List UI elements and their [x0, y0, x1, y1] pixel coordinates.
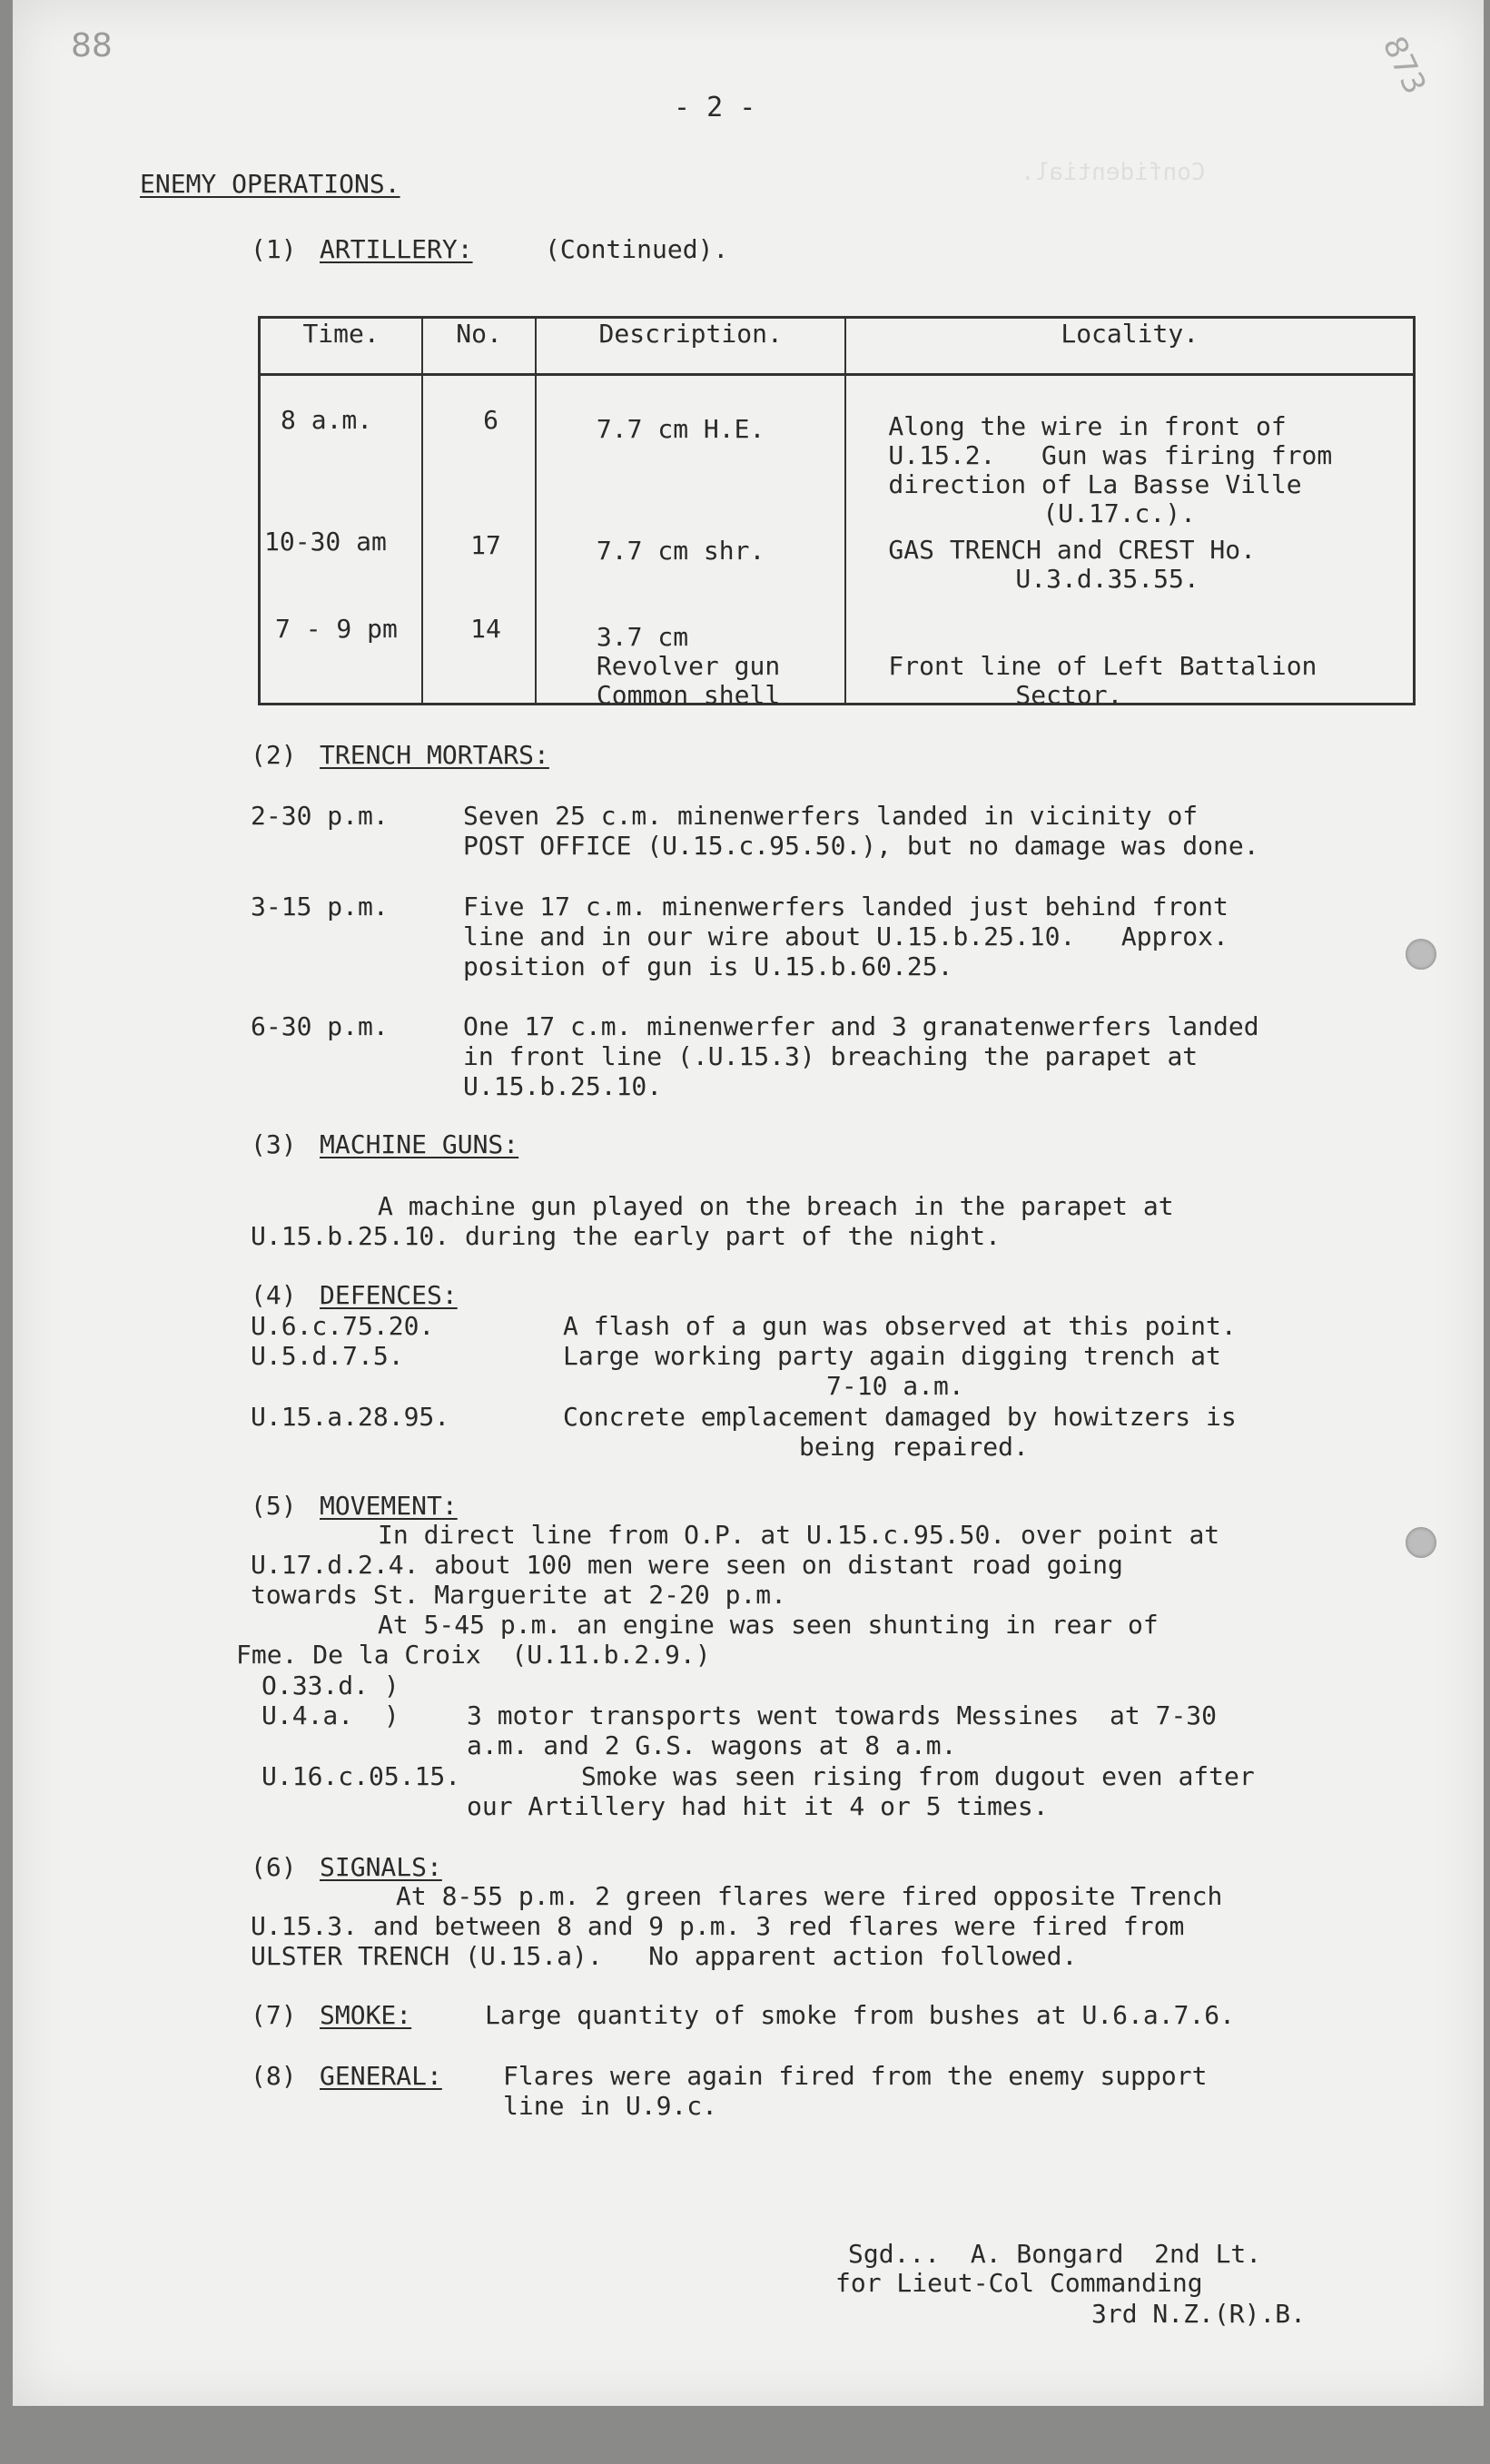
mortar-text-2: Five 17 c.m. minenwerfers landed just behind front line and in our wire about U.15.b.25.10. Approx. position of gun is U.15.b.60.25. — [463, 892, 1229, 981]
signals-heading-number: (6) — [251, 1852, 297, 1882]
time-column — [260, 375, 423, 705]
smoke-heading-number: (7) — [251, 2000, 297, 2030]
general-text: Flares were again fired from the enemy support line in U.9.c. — [503, 2061, 1208, 2121]
punch-hole — [1406, 1527, 1436, 1558]
handwritten-page-number: 88 — [71, 27, 113, 64]
row-2-no: 17 — [470, 530, 501, 560]
row-1-desc: 7.7 cm H.E. — [596, 414, 765, 444]
movement-ref-c: U.16.c.05.15. — [261, 1761, 461, 1791]
defence-ref-2: U.5.d.7.5. — [251, 1341, 404, 1371]
smoke-text: Large quantity of smoke from bushes at U.6.a.7.6. — [485, 2000, 1236, 2030]
movement-ref-b: U.4.a. ) — [261, 1700, 400, 1730]
row-3-no: 14 — [470, 614, 501, 644]
defence-ref-3: U.15.a.28.95. — [251, 1402, 450, 1432]
movement-heading: MOVEMENT: — [320, 1491, 458, 1521]
document-page — [13, 0, 1484, 2406]
mortar-text-1: Seven 25 c.m. minenwerfers landed in vicinity of POST OFFICE (U.15.c.95.50.), but no damage was done. — [463, 801, 1259, 861]
signals-text: At 8-55 p.m. 2 green flares were fired opposite Trench U.15.3. and between 8 and 9 p.m. 3 red flares were fired from ULSTER TRENCH (U.15.a). No apparent action followed. — [251, 1881, 1223, 1971]
machine-guns-heading-number: (3) — [251, 1129, 297, 1159]
defence-text-2: Large working party again digging trench at 7-10 a.m. — [563, 1341, 1221, 1401]
row-1-time: 8 a.m. — [281, 405, 373, 435]
general-heading: GENERAL: — [320, 2061, 442, 2091]
movement-location: Fme. De la Croix (U.11.b.2.9.) — [236, 1640, 711, 1670]
general-heading-number: (8) — [251, 2061, 297, 2091]
machine-guns-heading: MACHINE GUNS: — [320, 1129, 519, 1159]
signals-heading: SIGNALS: — [320, 1852, 442, 1882]
column-header-description: Description. — [536, 318, 845, 375]
trench-mortars-heading-number: (2) — [251, 740, 297, 770]
locality-column — [845, 375, 1414, 710]
mortar-time-1: 2-30 p.m. — [251, 801, 389, 831]
artillery-heading: ARTILLERY: — [320, 234, 473, 264]
row-1-no: 6 — [483, 405, 499, 435]
table-row — [260, 375, 1415, 705]
bleed-through-text: Confidential. — [1021, 159, 1206, 186]
no-column — [422, 375, 536, 705]
movement-smoke-text: Smoke was seen rising from dugout even after our Artillery had hit it 4 or 5 times. — [467, 1761, 1255, 1821]
signature-line-3: 3rd N.Z.(R).B. — [1091, 2299, 1307, 2329]
defence-text-3: Concrete emplacement damaged by howitzers is being repaired. — [563, 1402, 1237, 1462]
machine-guns-text: A machine gun played on the breach in the parapet at U.15.b.25.10. during the early part of the night. — [251, 1191, 1174, 1251]
corner-mark: 873 — [1375, 31, 1434, 100]
defences-heading: DEFENCES: — [320, 1280, 458, 1310]
table-header-row — [260, 318, 1415, 375]
movement-ref-a: O.33.d. ) — [261, 1671, 400, 1700]
mortar-time-2: 3-15 p.m. — [251, 892, 389, 922]
row-2-desc: 7.7 cm shr. — [596, 536, 765, 566]
column-header-time: Time. — [260, 318, 423, 375]
mortar-text-3: One 17 c.m. minenwerfer and 3 granatenwerfers landed in front line (.U.15.3) breaching the parapet at U.15.b.25.10. — [463, 1011, 1259, 1101]
punch-hole — [1406, 939, 1436, 970]
trench-mortars-heading: TRENCH MORTARS: — [320, 740, 549, 770]
defence-ref-1: U.6.c.75.20. — [251, 1311, 435, 1341]
movement-heading-number: (5) — [251, 1491, 297, 1521]
defences-heading-number: (4) — [251, 1280, 297, 1310]
movement-transport-text: 3 motor transports went towards Messines at 7-30 a.m. and 2 G.S. wagons at 8 a.m. — [467, 1700, 1218, 1760]
signature-line-2: for Lieut-Col Commanding — [835, 2268, 1203, 2298]
description-column — [536, 375, 845, 710]
artillery-continued: (Continued). — [545, 234, 729, 264]
mortar-time-3: 6-30 p.m. — [251, 1011, 389, 1041]
row-3-locality: Front line of Left Battalion Sector. — [888, 651, 1317, 710]
movement-text: In direct line from O.P. at U.15.c.95.50. over point at U.17.d.2.4. about 100 men were seen on distant road going towards St. Marguerite at 2-20 p.m. At 5-45 p.m. an engine was seen shunting in rear of — [251, 1520, 1220, 1640]
column-header-no: No. — [422, 318, 536, 375]
row-1-locality: Along the wire in front of U.15.2. Gun was firing from direction of La Basse Ville (U.17.c.). — [888, 411, 1333, 528]
row-3-time: 7 - 9 pm — [275, 614, 398, 644]
row-2-locality: GAS TRENCH and CREST Ho. U.3.d.35.55. — [888, 535, 1256, 594]
section-title: ENEMY OPERATIONS. — [140, 169, 400, 199]
page-number: - 2 - — [674, 92, 756, 123]
row-2-time: 10-30 am — [264, 527, 387, 557]
smoke-heading: SMOKE: — [320, 2000, 412, 2030]
artillery-heading-number: (1) — [251, 234, 297, 264]
row-3-desc: 3.7 cm Revolver gun Common shell — [596, 622, 781, 710]
column-header-locality: Locality. — [845, 318, 1414, 375]
artillery-table — [258, 316, 1416, 710]
defence-text-1: A flash of a gun was observed at this point. — [563, 1311, 1237, 1341]
signature-line-1: Sgd... A. Bongard 2nd Lt. — [848, 2239, 1262, 2269]
